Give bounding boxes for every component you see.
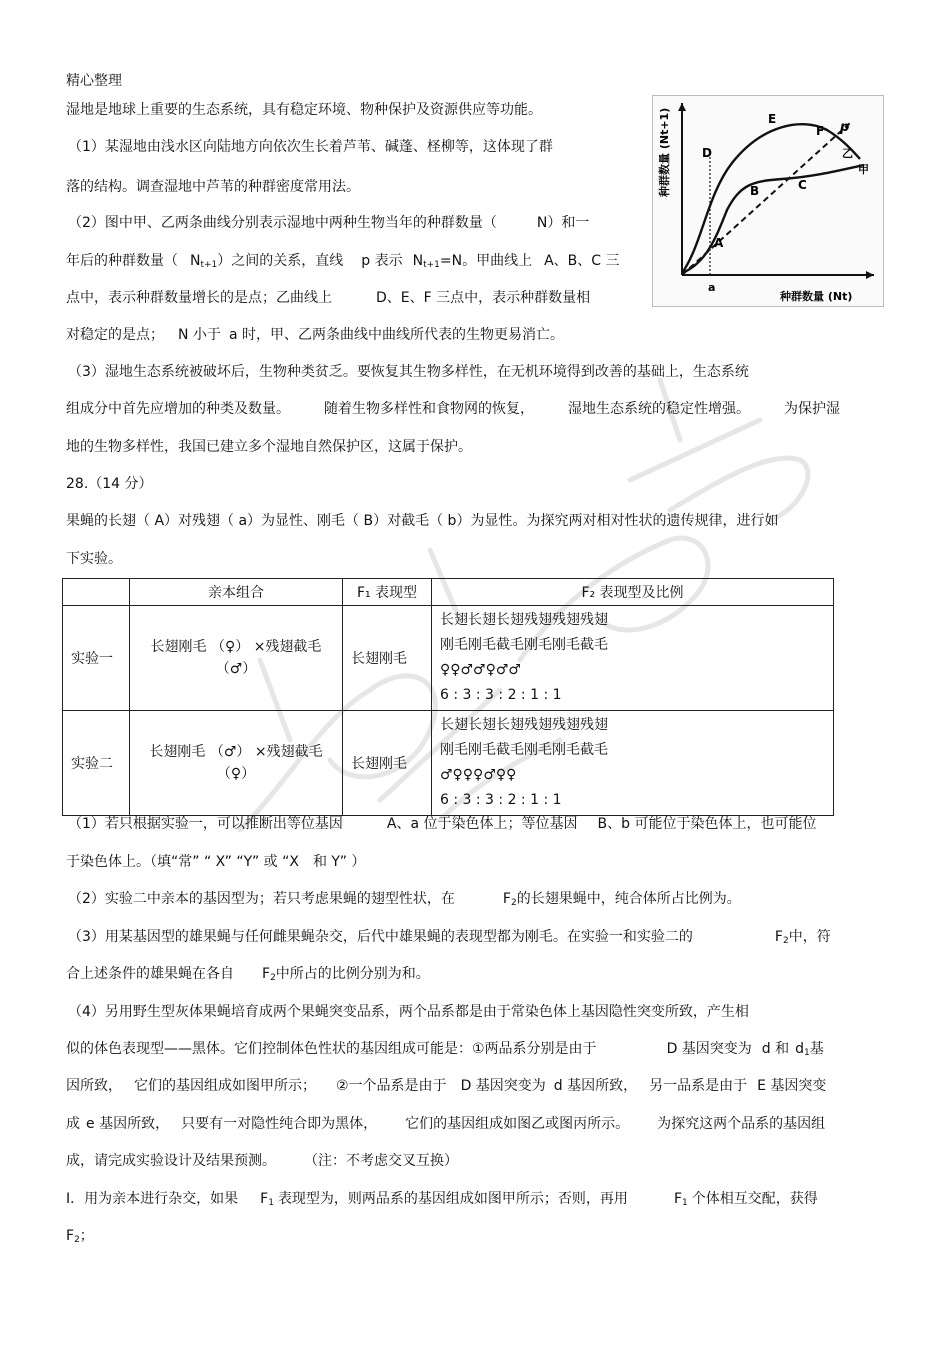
- text-fragment: （3）用某基因型的雄果蝇与任何雌果蝇杂交，后代中雄果蝇的表现型都为刚毛。在实验一和实验二的: [68, 929, 693, 945]
- text-fragment: （2）图中甲、乙两条曲线分别表示湿地中两种生物当年的种群数量（: [68, 215, 497, 231]
- table-header: F₁ 表现型: [343, 579, 432, 606]
- q28-sub4-line1: （4）另用野生型灰体果蝇培育成两个果蝇突变品系，两个品系都是由于常染色体上基因隐性突变所致，产生相: [68, 1004, 749, 1020]
- f1-phenotype: 长翅刚毛: [343, 606, 432, 711]
- f2-line: 6 : 3 : 3 : 2 : 1 : 1: [440, 792, 562, 808]
- parent-cross: [130, 606, 343, 711]
- f2-phenotypes: [432, 711, 834, 816]
- text-fragment: 湿地生态系统的稳定性增强。: [568, 401, 750, 417]
- f2-line: 刚毛刚毛截毛刚毛刚毛截毛: [440, 637, 608, 653]
- text-fragment: E 基因突变: [757, 1078, 827, 1094]
- text-fragment: 成，请完成实验设计及结果预测。: [66, 1153, 276, 1169]
- f2-line: 长翅长翅长翅残翅残翅残翅: [440, 612, 608, 628]
- experiment-table: [62, 578, 834, 816]
- text-fragment: 它们的基因组成如图甲所示；: [134, 1078, 316, 1094]
- subscript: 1: [804, 1048, 810, 1058]
- q27-part2-line1: [68, 214, 589, 232]
- experiment-name: 实验一: [63, 606, 130, 711]
- text-fragment: 中，符: [788, 929, 831, 945]
- subscript: 1: [682, 1198, 688, 1208]
- text-fragment: F: [774, 929, 783, 945]
- text-fragment: 另一品系是由于: [649, 1078, 748, 1094]
- q28-intro-line1: 果蝇的长翅（ A）对残翅（ a）为显性、刚毛（ B）对截毛（ b）为显性。为探究两对相对性状的遗传规律，进行如: [66, 513, 779, 529]
- text-fragment: 似的体色表现型——黑体。它们控制体色性状的基因组成可能是：①两品系分别是由于: [66, 1041, 597, 1057]
- q28-sub3-line2: [66, 965, 430, 987]
- page-header: 精心整理: [66, 73, 122, 89]
- f2-line: 刚毛刚毛截毛刚毛刚毛截毛: [440, 742, 608, 758]
- subscript: t+1: [423, 260, 440, 270]
- text-fragment: F: [66, 1228, 75, 1244]
- text-fragment: D 基因突变为: [460, 1078, 546, 1094]
- q27-part2-line4: [66, 326, 564, 344]
- text-fragment: =N。甲曲线上: [439, 253, 533, 269]
- population-graph: [652, 95, 884, 307]
- q27-part3-line2: [66, 400, 840, 418]
- table-row: [63, 606, 834, 711]
- subscript: t+1: [200, 260, 218, 270]
- q27-part1-line1: （1）某湿地由浅水区向陆地方向依次生长着芦苇、碱蓬、柽柳等，这体现了群: [68, 139, 553, 155]
- text-fragment: ；: [79, 1228, 94, 1244]
- text-fragment: A、a 位于染色体上；等位基因: [386, 816, 578, 832]
- point-B: B: [750, 184, 760, 198]
- f1-phenotype: 长翅刚毛: [343, 711, 432, 816]
- text-fragment: 为探究这两个品系的基因组: [657, 1116, 826, 1132]
- q27-part1-line2: 落的结构。调查湿地中芦苇的种群密度常用法。: [66, 179, 360, 195]
- text-fragment: 只要有一对隐性纯合即为黑体，: [181, 1116, 378, 1132]
- text-fragment: p 表示: [361, 253, 403, 269]
- subscript: 2: [270, 973, 276, 983]
- label-a: a: [708, 281, 716, 294]
- f2-line: ♂♀♀♀♂♀♀: [440, 767, 517, 783]
- q27-part2-line2: [66, 252, 620, 274]
- text-fragment: ②一个品系是由于: [336, 1078, 447, 1094]
- f2-line: 长翅长翅长翅残翅残翅残翅: [440, 717, 608, 733]
- y-axis-label: 种群数量 (Nt+1): [658, 107, 671, 197]
- cross-line: （♀）: [216, 766, 256, 782]
- text-fragment: N）和一: [536, 215, 590, 231]
- f2-line: ♀♀♂♂♀♂♂: [440, 662, 521, 678]
- text-fragment: 它们的基因组成如图乙或图丙所示。: [405, 1116, 630, 1132]
- text-fragment: N: [190, 253, 201, 269]
- text-fragment: e 基因所致，: [86, 1116, 170, 1132]
- q28-sub4-line7: [66, 1227, 94, 1249]
- text-fragment: （2）实验二中亲本的基因型为；若只考虑果蝇的翅型性状，在: [68, 891, 455, 907]
- q27-part3-line3: 地的生物多样性，我国已建立多个湿地自然保护区，这属于保护。: [66, 439, 472, 455]
- text-fragment: （1）若只根据实验一，可以推断出等位基因: [68, 816, 343, 832]
- table-header-blank: [63, 579, 130, 606]
- table-row: [63, 711, 834, 816]
- text-fragment: F: [260, 1191, 269, 1207]
- text-fragment: 年后的种群数量（: [66, 253, 178, 269]
- text-fragment: 为保护湿: [784, 401, 840, 417]
- q28-sub3-line1: [68, 928, 831, 950]
- table-header: 亲本组合: [130, 579, 343, 606]
- text-fragment: 随着生物多样性和食物网的恢复，: [324, 401, 534, 417]
- q27-part2-line3: [66, 289, 590, 307]
- point-D: D: [702, 146, 712, 160]
- q28-sub4-line5: [66, 1152, 458, 1170]
- text-fragment: N: [412, 253, 424, 269]
- subscript: 2: [510, 898, 517, 908]
- q28-sub1-line2: 于染色体上。（填“常” “ X” “Y” 或 “X 和 Y” ）: [66, 854, 366, 870]
- text-fragment: 因所致，: [66, 1078, 122, 1094]
- text-fragment: 组成分中首先应增加的种类及数量。: [66, 401, 290, 417]
- text-fragment: Ⅰ．用为亲本进行杂交，如果: [66, 1191, 239, 1207]
- text-fragment: D 基因突变为: [666, 1041, 752, 1057]
- experiment-name: 实验二: [63, 711, 130, 816]
- q28-sub4-line2: [66, 1040, 824, 1062]
- q28-sub1-line1: [68, 815, 816, 833]
- text-fragment: 表现型为，则两品系的基因组成如图甲所示；否则，再用: [277, 1191, 628, 1207]
- text-fragment: 点中，表示种群数量增长的是点；乙曲线上: [66, 290, 332, 306]
- label-p: p: [840, 120, 850, 135]
- text-fragment: 的长翅果蝇中，纯合体所占比例为。: [516, 891, 741, 907]
- table-header: F₂ 表现型及比例: [432, 579, 834, 606]
- point-E: E: [768, 112, 777, 126]
- text-fragment: d 和: [761, 1041, 790, 1057]
- cross-line: （♂）: [215, 661, 257, 677]
- point-F: F: [816, 124, 825, 138]
- subscript: 1: [268, 1198, 274, 1208]
- text-fragment: F: [262, 966, 271, 982]
- table-header-row: [63, 579, 834, 606]
- text-fragment: d: [795, 1041, 805, 1057]
- x-axis-label: 种群数量 (Nt): [780, 290, 853, 303]
- text-fragment: N 小于: [178, 327, 221, 343]
- text-fragment: 合上述条件的雄果蝇在各自: [66, 966, 234, 982]
- text-fragment: 成: [66, 1116, 80, 1132]
- text-fragment: a 时，甲、乙两条曲线中曲线所代表的生物更易消亡。: [228, 327, 564, 343]
- text-fragment: B、b 可能位于染色体上，也可能位: [597, 816, 817, 832]
- q28-title: 28.（14 分）: [66, 476, 153, 492]
- text-fragment: d 基因所致，: [553, 1078, 638, 1094]
- q28-intro-line2: 下实验。: [66, 551, 122, 567]
- f2-phenotypes: [432, 606, 834, 711]
- text-fragment: 对稳定的是点；: [66, 327, 164, 343]
- q27-part3-line1: （3）湿地生态系统被破坏后，生物种类贫乏。要恢复其生物多样性，在无机环境得到改善的基础上，生态系统: [68, 364, 749, 380]
- intro-text: 湿地是地球上重要的生态系统，具有稳定环境、物种保护及资源供应等功能。: [66, 102, 542, 118]
- text-fragment: ）之间的关系，直线: [217, 253, 344, 269]
- text-fragment: 个体相互交配，获得: [691, 1191, 818, 1207]
- point-A: A: [714, 236, 724, 250]
- text-fragment: A、B、C 三: [544, 253, 620, 269]
- q28-sub4-line4: [66, 1115, 825, 1133]
- q28-sub4-line3: [66, 1077, 826, 1095]
- subscript: 2: [782, 936, 789, 946]
- subscript: 2: [74, 1235, 80, 1245]
- text-fragment: 中所占的比例分别为和。: [275, 966, 430, 982]
- text-fragment: （注：不考虑交叉互换）: [304, 1153, 458, 1169]
- text-fragment: 基: [809, 1041, 824, 1057]
- label-jia: 甲: [858, 163, 869, 176]
- cross-line: 长翅刚毛 （♂） ×残翅截毛: [149, 744, 323, 760]
- label-yi: 乙: [842, 147, 853, 160]
- text-fragment: F: [502, 891, 511, 907]
- point-C: C: [798, 178, 807, 192]
- q28-sub4-line6: [66, 1190, 818, 1212]
- parent-cross: [130, 711, 343, 816]
- f2-line: 6 : 3 : 3 : 2 : 1 : 1: [440, 687, 562, 703]
- q28-sub2: [68, 890, 741, 912]
- text-fragment: D、E、F 三点中，表示种群数量相: [376, 290, 591, 306]
- cross-line: 长翅刚毛 （♀） ×残翅截毛: [150, 639, 322, 655]
- text-fragment: F: [673, 1191, 682, 1207]
